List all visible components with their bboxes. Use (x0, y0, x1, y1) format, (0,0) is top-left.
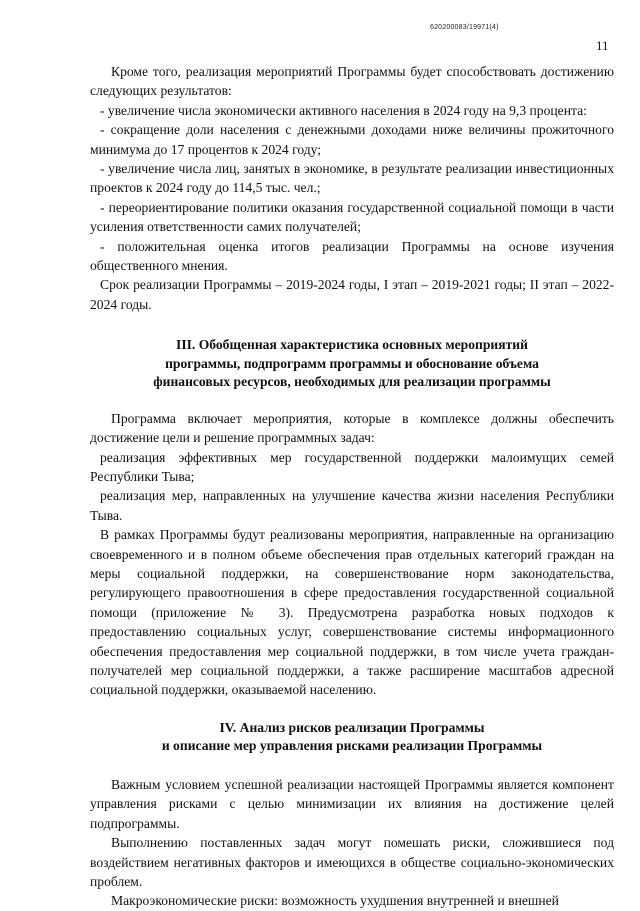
section-3-title-line: III. Обобщенная характеристика основных мероприятий (176, 337, 528, 353)
section-3-title-line: программы, подпрограмм программы и обоснование объема (165, 355, 539, 371)
intro-paragraph: Кроме того, реализация мероприятий Программы будет способствовать достижению следующих результатов: (90, 64, 614, 99)
page-number: 11 (596, 38, 609, 53)
section-4-title-line: IV. Анализ рисков реализации Программы (219, 719, 485, 735)
section-3-heading (90, 336, 614, 392)
result-item: - положительная оценка итогов реализации Программы на основе изучения общественного мнения. (90, 238, 614, 274)
section-3-task: реализация мер, направленных на улучшение качества жизни населения Республики Тыва. (90, 488, 614, 523)
section-4-paragraph: Макроэкономические риски: возможность ухудшения внутренней и внешней (111, 893, 559, 909)
section-4-heading (90, 719, 614, 756)
section-4-title-line: и описание мер управления рисками реализации Программы (161, 738, 543, 754)
section-4-paragraph: Выполнению поставленных задач могут помешать риски, сложившиеся под воздействием негативных факторов и имеющихся в обществе социально-экономических проблем. (90, 835, 614, 889)
result-item: - сокращение доли населения с денежными доходами ниже величины прожиточного минимума до 17 процентов к 2024 году; (90, 122, 614, 157)
section-3-paragraph: Программа включает мероприятия, которые в комплексе должны обеспечить достижение цели и решение программных задач: (90, 410, 614, 446)
section-3-title-line: финансовых ресурсов, необходимых для реализации программы (153, 374, 551, 390)
result-item: - увеличение числа лиц, занятых в экономике, в результате реализации инвестиционных проектов к 2024 году до 114,5 тыс. чел.; (90, 161, 614, 196)
terms-paragraph: Срок реализации Программы – 2019-2024 годы, I этап – 2019-2021 годы; II этап – 2022-2024 годы. (90, 277, 614, 312)
document-body (90, 62, 614, 911)
section-3-paragraph: В рамках Программы будут реализованы мероприятия, направленные на организацию своевременного и в полном объеме обеспечения прав отдельных категорий граждан на меры социальной поддержки, на совершенствование норм законодательства, регулирующего правоотношения в сфере предоставления государственной социальной помощи (приложение № 3). Предусмотрена разработка новых подходов к предоставлению социальных услуг, совершенствование системы информационного обеспечения предоставления мер социальной поддержки, в том числе учета граждан-получателей мер социальной поддержки, а также расширение масштабов адресной социальной поддержки, оказываемой населению. (90, 527, 614, 698)
result-item: - увеличение числа экономически активного населения в 2024 году на 9,3 процента: (100, 102, 587, 118)
section-3-task: реализация эффективных мер государственной поддержки малоимущих семей Республики Тыва; (90, 449, 614, 484)
document-code: 620200083/19971(4) (430, 24, 499, 31)
section-4-paragraph: Важным условием успешной реализации настоящей Программы является компонент управления рисками с целью минимизации их влияния на достижение целей подпрограммы. (90, 776, 614, 831)
result-item: - переориентирование политики оказания государственной социальной помощи в части усиления ответственности самих получателей; (90, 199, 614, 235)
